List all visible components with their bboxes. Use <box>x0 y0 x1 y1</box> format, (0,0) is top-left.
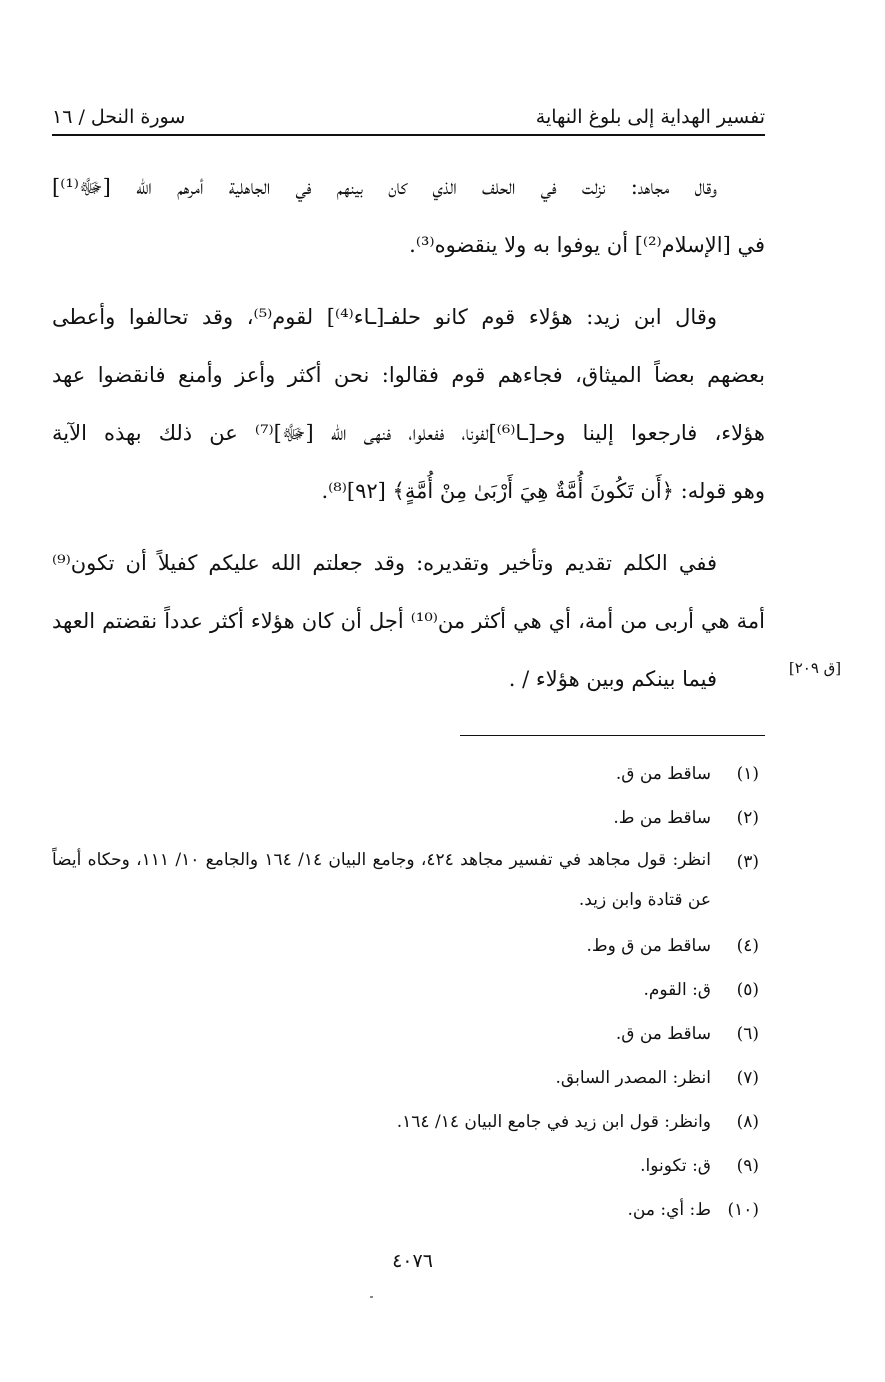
footnote-number: (١) <box>736 764 759 784</box>
footnote-number: (١٠) <box>727 1200 759 1220</box>
text-line: في [الإسلام⁽²⁾] أن يوفوا به ولا ينقضوه⁽³⁾. <box>409 233 765 257</box>
header-rule <box>52 134 765 136</box>
footnote-number: (٣) <box>736 852 759 872</box>
text-line: فيما بينكم وبين هؤلاء / . <box>508 667 717 691</box>
footnote-number: (٦) <box>736 1024 759 1044</box>
footnote-number: (٥) <box>736 980 759 1000</box>
footnote-text: ق: تكونوا. <box>640 1156 711 1176</box>
footnote-text: انظر: المصدر السابق. <box>555 1068 711 1088</box>
page-number: ٤٠٧٦ <box>392 1250 433 1272</box>
text-line: هؤلاء، فارجعوا إلينا وحـ[ـا⁽⁶⁾]لفونا، ففعلوا، فنهى الله [ﷻ]⁽⁷⁾ عن ذلك بهذه الآية <box>52 421 765 445</box>
footnote <box>52 1100 765 1144</box>
footnote-text: ط: أي: من. <box>627 1200 711 1220</box>
footnote-number: (٤) <box>736 936 759 956</box>
text-line: أمة هي أربى من أمة، أي هي أكثر من⁽¹⁰⁾ أجل أن كان هؤلاء أكثر عدداً نقضتم العهد <box>52 609 765 633</box>
text-line: وهو قوله: ﴿أَن تَكُونَ أُمَّةٌ هِيَ أَرْبَىٰ مِنْ أُمَّةٍ﴾ [٩٢]⁽⁸⁾. <box>321 479 765 503</box>
footnote <box>52 924 765 968</box>
footnotes <box>52 752 765 1232</box>
footnote-number: (٢) <box>736 808 759 828</box>
footnote <box>52 1188 765 1232</box>
footnote-number: (٨) <box>736 1112 759 1132</box>
running-header <box>52 94 765 128</box>
footnote-number: (٧) <box>736 1068 759 1088</box>
footnote-text: ساقط من ق. <box>615 764 711 784</box>
text-line: وقال ابن زيد: هؤلاء قوم كانو حلفـ[ـاء⁽⁴⁾] لقوم⁽⁵⁾، وقد تحالفوا وأعطى <box>52 305 718 329</box>
footnote-text: وانظر: قول ابن زيد في جامع البيان ١٤/ ١٦٤. <box>396 1112 711 1132</box>
text-line: وقال مجاهد: نزلت في الحلف الذي كان بينهم في الجاهلية أمرهم الله [ﷻ⁽¹⁾] <box>52 175 717 199</box>
footnote-number: (٩) <box>736 1156 759 1176</box>
footnote-text: ساقط من ط. <box>613 808 711 828</box>
footnote-text: انظر: قول مجاهد في تفسير مجاهد ٤٢٤، وجامع البيان ١٤/ ١٦٤ والجامع ١٠/ ١١١، وحكاه أيضاً عن قتادة وابن زيد. <box>52 850 711 910</box>
manuscript-folio-note: [ق ٢٠٩] <box>788 659 842 677</box>
footnote <box>52 1056 765 1100</box>
text-line: ففي الكلم تقديم وتأخير وتقديره: وقد جعلتم الله عليكم كفيلاً أن تكون⁽⁹⁾ <box>52 551 717 575</box>
footnote <box>52 796 765 840</box>
paragraph-gap <box>52 274 765 288</box>
surah-label: سورة النحل / ١٦ <box>52 106 186 128</box>
footnote-text: ساقط من ق وط. <box>586 936 711 956</box>
footnote <box>52 1012 765 1056</box>
paragraph-gap <box>52 520 765 534</box>
footnote <box>52 840 765 924</box>
footnote-text: ق: القوم. <box>643 980 711 1000</box>
footnote <box>52 752 765 796</box>
main-text <box>52 158 765 708</box>
footnote-separator <box>460 735 765 736</box>
text-line: بعضهم بعضاً الميثاق، فجاءهم قوم فقالوا: نحن أكثر وأعز وأمنع فانقضوا عهد <box>52 363 765 387</box>
scan-speck <box>370 1296 373 1298</box>
footnote-text: ساقط من ق. <box>615 1024 711 1044</box>
footnote <box>52 968 765 1012</box>
book-title: تفسير الهداية إلى بلوغ النهاية <box>535 106 765 128</box>
footnote <box>52 1144 765 1188</box>
